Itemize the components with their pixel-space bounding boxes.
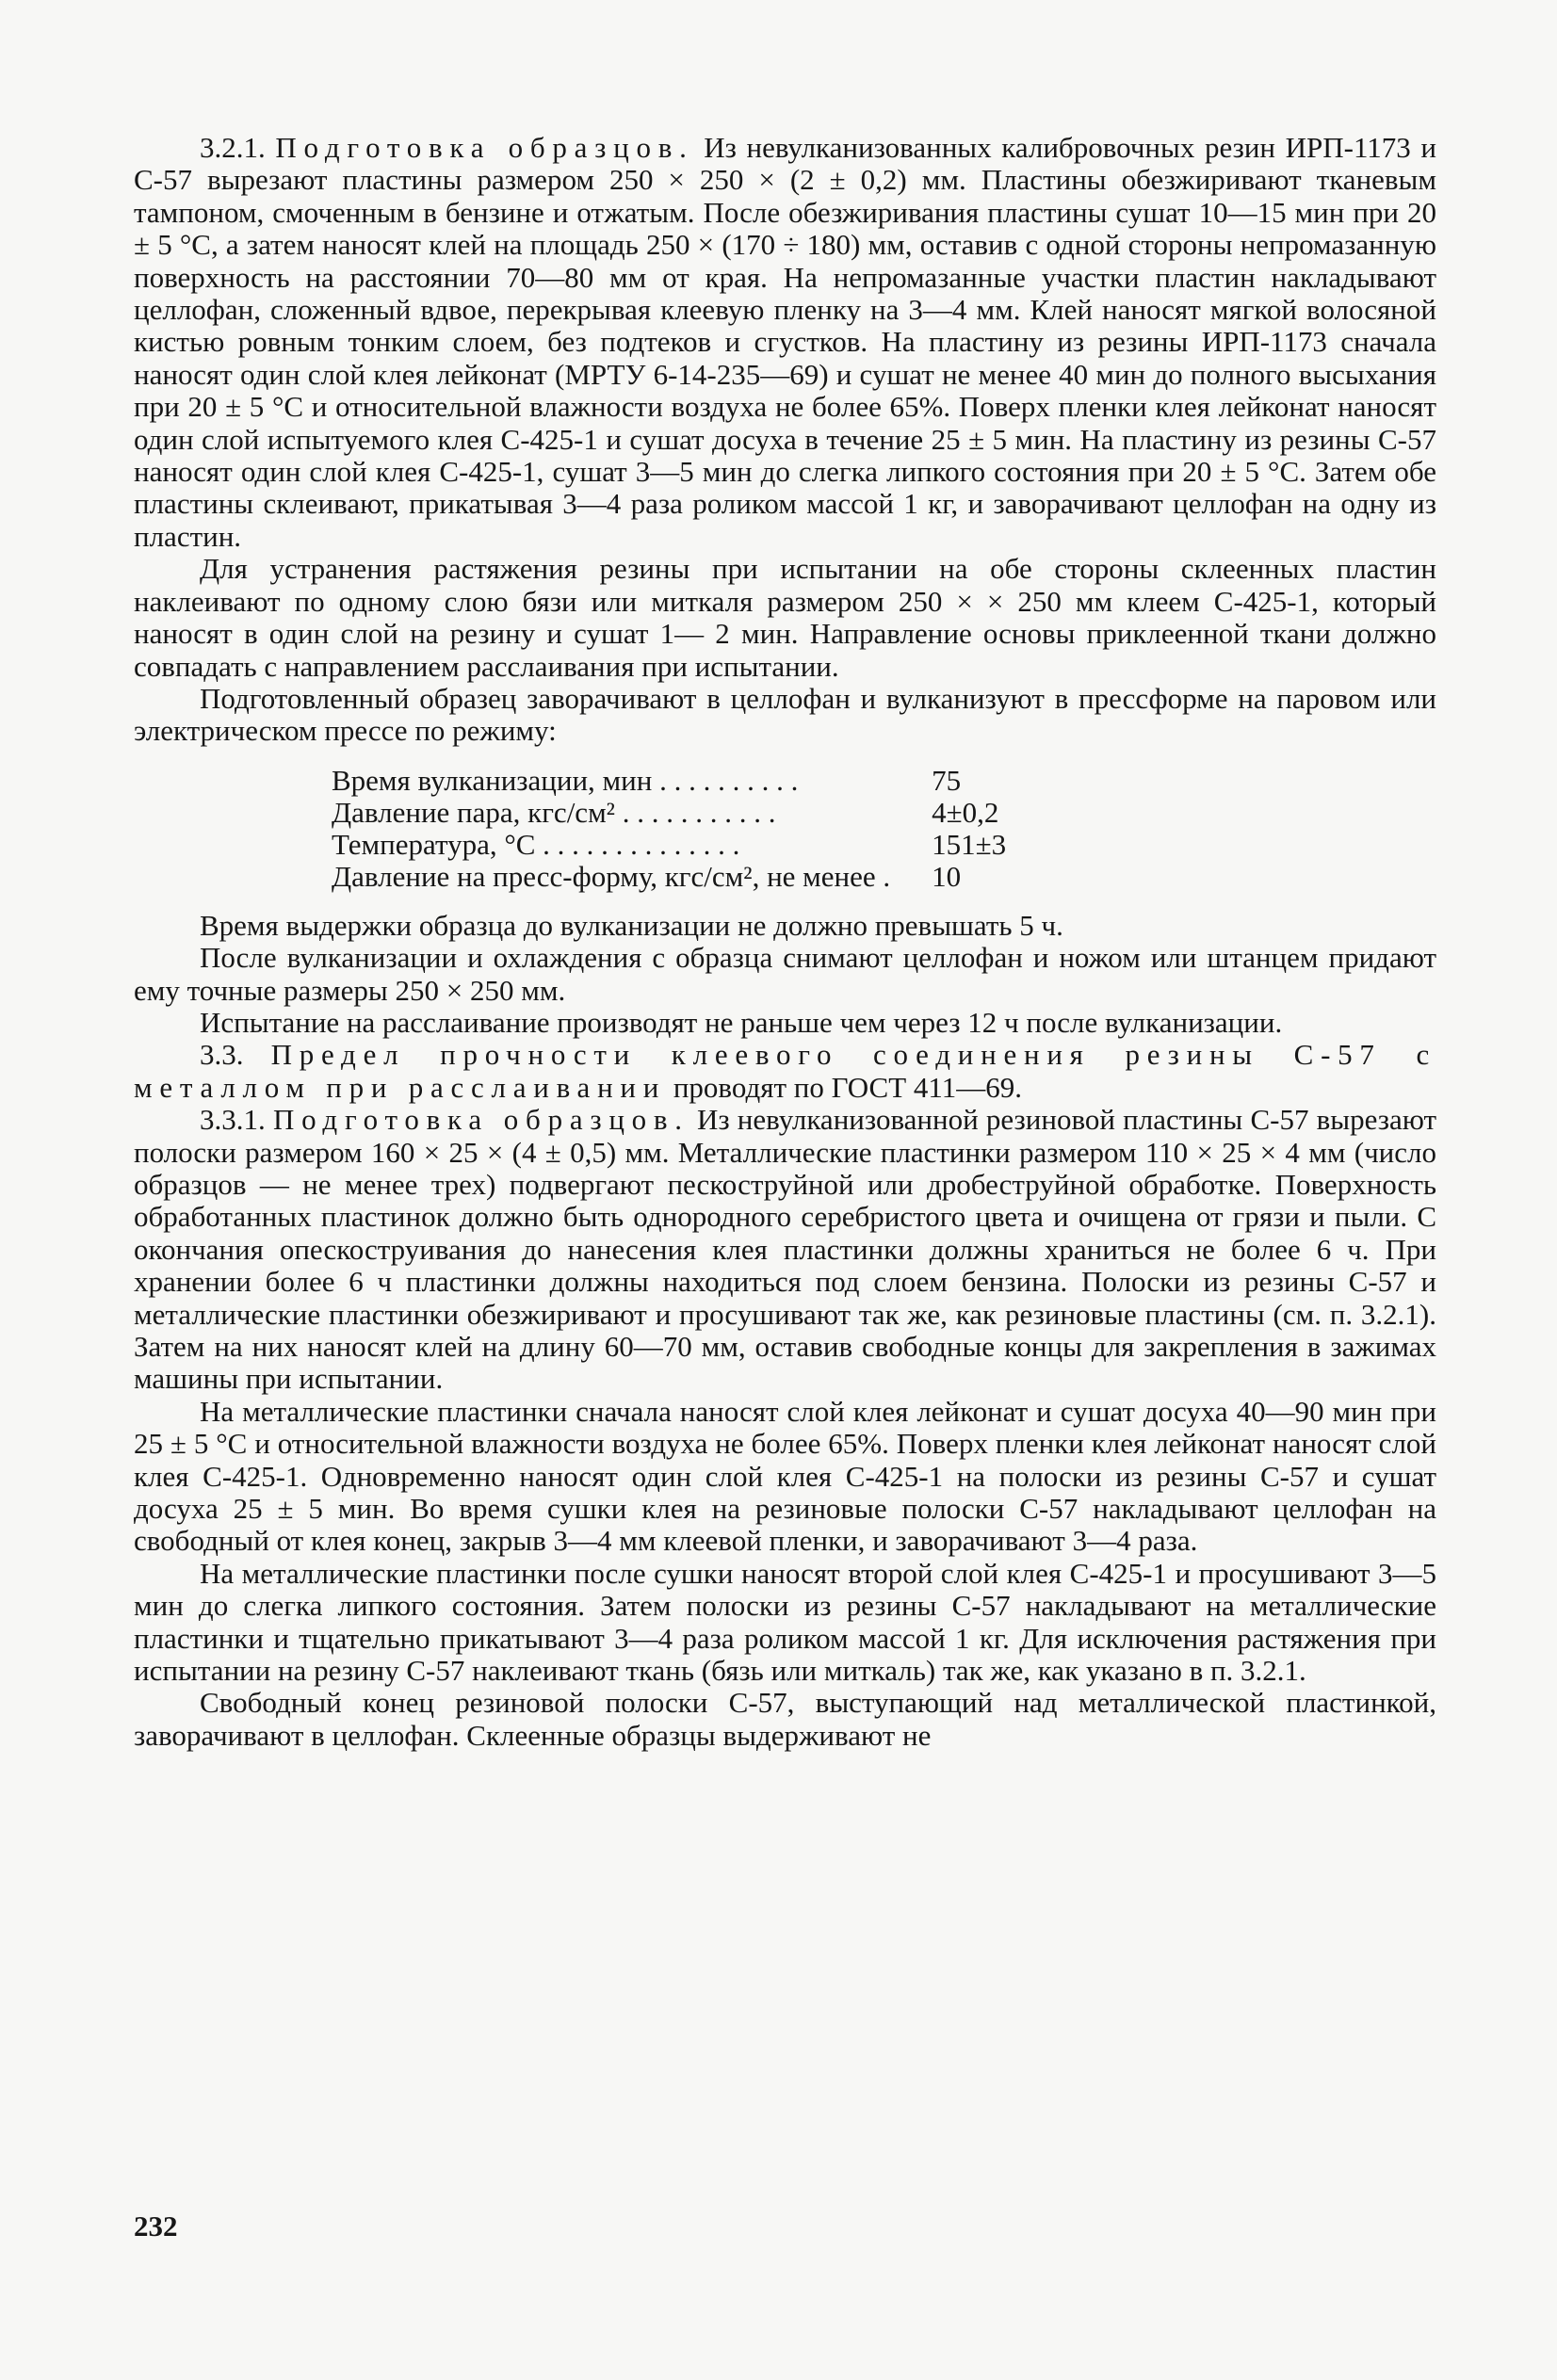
- paragraph-3-3: [134, 1039, 1436, 1104]
- param-value: 151±3: [932, 827, 1007, 861]
- paragraph-second-layer: На металлические пластинки после сушки наносят второй слой клея С-425-1 и просушивают 3—5 мин до слегка липкого состояния. Затем полоски из резины С-57 накладывают на металлические пластинки и тщательно прикатывают 3—4 раза роликом массой 1 кг. Для исключения растяжения при испытании на резину С-57 наклеивают ткань (бязь или миткаль) так же, как указано в п. 3.2.1.: [134, 1556, 1436, 1688]
- param-label: Давление пара, кгс/см² . . . . . . . . . . .: [332, 795, 776, 829]
- param-row: [332, 765, 1006, 797]
- section-heading: Подготовка образцов.: [275, 131, 694, 164]
- param-row: [332, 797, 1006, 829]
- section-number: 3.3.1.: [200, 1103, 266, 1137]
- section-heading: Предел прочности клеевого соединения резины С-57 с металлом при расслаивании: [134, 1038, 1436, 1104]
- paragraph-text: Из невулканизованных калибровочных резин ИРП-1173 и С-57 вырезают пластины размером 250 × 250 × (2 ± 0,2) мм. Пластины обезжиривают тканевым тампоном, смоченным в бензине и отжатым. После обезжиривания пластины сушат 10—15 мин при 20 ± 5 °С, а затем наносят клей на площадь 250 × (170 ÷ 180) мм, оставив с одной стороны непромазанную поверхность на расстоянии 70—80 мм от края. На непромазанные участки пластин накладывают целлофан, сложенный вдвое, перекрывая клеевую пленку на 3—4 мм. Клей наносят мягкой волосяной кистью ровным тонким слоем, без подтеков и сгустков. На пластину из резины ИРП-1173 сначала наносят один слой клея лейконат (МРТУ 6-14-235—69) и сушат не менее 40 мин до полного высыхания при 20 ± 5 °С и относительной влажности воздуха не более 65%. Поверх пленки клея лейконат наносят один слой испытуемого клея С-425-1 и сушат досуха в течение 25 ± 5 мин. На пластину из резины С-57 наносят один слой клея С-425-1, сушат 3—5 мин до слегка липкого состояния при 20 ± 5 °С. Затем обе пластины склеивают, прикатывая 3—4 раза роликом массой 1 кг, и заворачивают целлофан на одну из пластин.: [134, 131, 1436, 553]
- section-number: 3.3.: [200, 1038, 244, 1072]
- section-number: 3.2.1.: [200, 131, 266, 164]
- paragraph-fabric: Для устранения растяжения резины при испытании на обе стороны склеенных пластин наклеивают по одному слою бязи или миткаля размером 250 × × 250 мм клеем С-425-1, который наносят в один слой на резину и сушат 1— 2 мин. Направление основы приклеенной ткани должно совпадать с направлением расслаивания при испытании.: [134, 552, 1436, 683]
- param-label: Температура, °С . . . . . . . . . . . . . .: [332, 827, 740, 861]
- param-row: [332, 829, 1006, 861]
- param-value: 75: [932, 763, 962, 797]
- paragraph-test-timing: Испытание на расслаивание производят не раньше чем через 12 ч после вулканизации.: [200, 1005, 1283, 1039]
- paragraph-3-2-1: [134, 132, 1436, 553]
- param-value: 10: [932, 859, 962, 893]
- paragraph-3-3-1: [134, 1104, 1436, 1396]
- param-label: Давление на пресс-форму, кгс/см², не менее .: [332, 859, 891, 893]
- paragraph-text: проводят по ГОСТ 411—69.: [673, 1070, 1023, 1104]
- section-heading: Подготовка образцов.: [272, 1103, 689, 1137]
- paragraph-holding-time: Время выдержки образца до вулканизации не должно превышать 5 ч.: [200, 908, 1063, 942]
- paragraph-free-end: Свободный конец резиновой полоски С-57, выступающий над металлической пластинкой, заворачивают в целлофан. Склеенные образцы выдерживают не: [134, 1686, 1436, 1752]
- paragraph-text: Из невулканизованной резиновой пластины С-57 вырезают полоски размером 160 × 25 × (4 ± 0,5) мм. Металлические пластинки размером 110 × 25 × 4 мм (число образцов — не менее трех) подвергают пескоструйной или дробеструйной обработке. Поверхность обработанных пластинок должно быть однородного серебристого цвета и очищена от грязи и пыли. С окончания опескоструивания до нанесения клея пластинки должны храниться не более 6 ч. При хранении более 6 ч пластинки должны находиться под слоем бензина. Полоски из резины С-57 и металлические пластинки обезжиривают и просушивают так же, как резиновые пластины (см. п. 3.2.1). Затем на них наносят клей на длину 60—70 мм, оставив свободные концы для закрепления в зажимах машины при испытании.: [134, 1103, 1437, 1396]
- param-row: [332, 861, 1006, 893]
- paragraph-vulcanization-intro: Подготовленный образец заворачивают в целлофан и вулканизуют в прессформе на паровом или электрическом прессе по режиму:: [134, 681, 1436, 748]
- param-label: Время вулканизации, мин . . . . . . . . . .: [332, 763, 799, 797]
- param-value: 4±0,2: [932, 795, 999, 829]
- vulcanization-params-table: [332, 765, 1006, 893]
- paragraph-metal-coating: На металлические пластинки сначала наносят слой клея лейконат и сушат досуха 40—90 мин при 25 ± 5 °С и относительной влажности воздуха не более 65%. Поверх пленки клея лейконат наносят слой клея С-425-1. Одновременно наносят один слой клея С-425-1 на полоски из резины С-57 и сушат досуха 25 ± 5 мин. Во время сушки клея на резиновые полоски С-57 накладывают целлофан на свободный от клея конец, закрыв 3—4 мм клеевой пленки, и заворачивают 3—4 раза.: [134, 1394, 1436, 1558]
- page-number: 232: [134, 2210, 178, 2242]
- paragraph-after-vulcanization: После вулканизации и охлаждения с образца снимают целлофан и ножом или штанцем придают ему точные размеры 250 × 250 мм.: [134, 941, 1436, 1007]
